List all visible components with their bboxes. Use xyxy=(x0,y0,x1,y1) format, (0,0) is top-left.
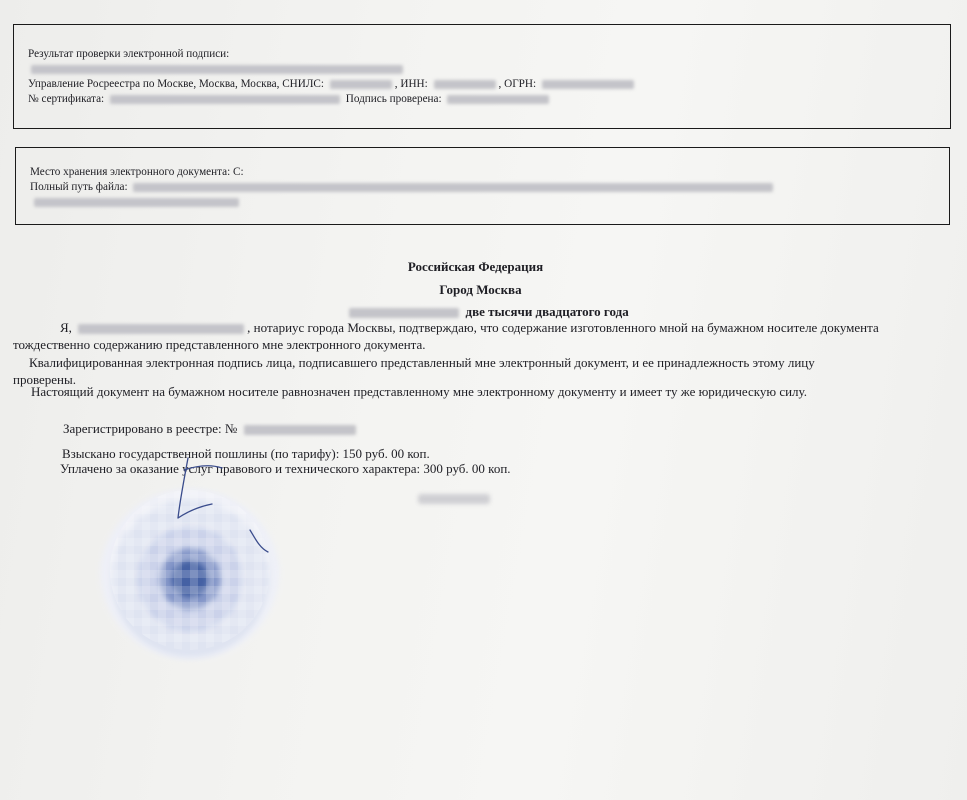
registry-line xyxy=(63,421,359,437)
org-prefix: Управление Росреестра по Москве, Москва, Москва, СНИЛС: xyxy=(28,78,324,90)
p1-start: Я, xyxy=(60,320,72,335)
paragraph-1 xyxy=(60,320,879,336)
date-title xyxy=(4,303,967,320)
redacted-path-cont xyxy=(34,198,239,207)
ogrn-label: , ОГРН: xyxy=(498,78,537,90)
redacted-verified-date xyxy=(447,95,549,104)
cert-label: № сертификата: xyxy=(28,93,105,105)
redacted-notary-name xyxy=(78,324,244,334)
signature-strokes xyxy=(178,458,268,552)
date-suffix: две тысячи двадцатого года xyxy=(465,304,629,319)
redacted-ogrn xyxy=(542,80,634,89)
redacted-signer xyxy=(31,65,403,74)
verified-label: Подпись проверена: xyxy=(345,93,442,105)
signature-verification-box xyxy=(13,24,951,129)
storage-location-box xyxy=(15,147,950,225)
fee-line: Взыскано государственной пошлины (по тарифу): 150 руб. 00 коп. xyxy=(62,446,430,461)
signature-scribble xyxy=(150,440,290,570)
signature-cert-line xyxy=(28,92,936,107)
redacted-snils xyxy=(330,80,392,89)
paragraph-2: Квалифицированная электронная подпись лица, подписавшего представленный мне электронный документ, и ее принадлежность этому лицу xyxy=(29,355,815,370)
p1-mid: , нотариус города Москвы, подтверждаю, что содержание изготовленного мной на бумажном носителе документа xyxy=(247,320,879,335)
country-title: Российская Федерация xyxy=(407,259,544,274)
path-label: Полный путь файла: xyxy=(30,181,128,193)
redacted-inn xyxy=(434,80,496,89)
paragraph-3: Настоящий документ на бумажном носителе равнозначен представленному мне электронному документу и имеет ту же юридическую силу. xyxy=(31,384,807,399)
signature-title: Результат проверки электронной подписи: xyxy=(28,48,230,60)
storage-path-line-2 xyxy=(30,195,935,210)
storage-path-line xyxy=(30,180,935,195)
signature-details-line xyxy=(28,62,936,77)
paragraph-1-end: тождественно содержанию представленного мне электронного документа. xyxy=(13,337,426,352)
redacted-path xyxy=(133,183,773,192)
redacted-notary-initials xyxy=(418,494,490,504)
signature-org-line xyxy=(28,77,936,92)
paragraph-2-end: проверены. xyxy=(13,372,77,387)
inn-label: , ИНН: xyxy=(394,78,428,90)
paid-line: Уплачено за оказание услуг правового и технического характера: 300 руб. 00 коп. xyxy=(60,461,511,476)
registered-label: Зарегистрировано в реестре: № xyxy=(63,421,238,436)
city-title: Город Москва xyxy=(439,282,522,297)
storage-title: Место хранения электронного документа: С: xyxy=(30,166,244,178)
redacted-registry-number xyxy=(244,425,356,435)
redacted-cert xyxy=(110,95,340,104)
redacted-date xyxy=(349,308,459,318)
